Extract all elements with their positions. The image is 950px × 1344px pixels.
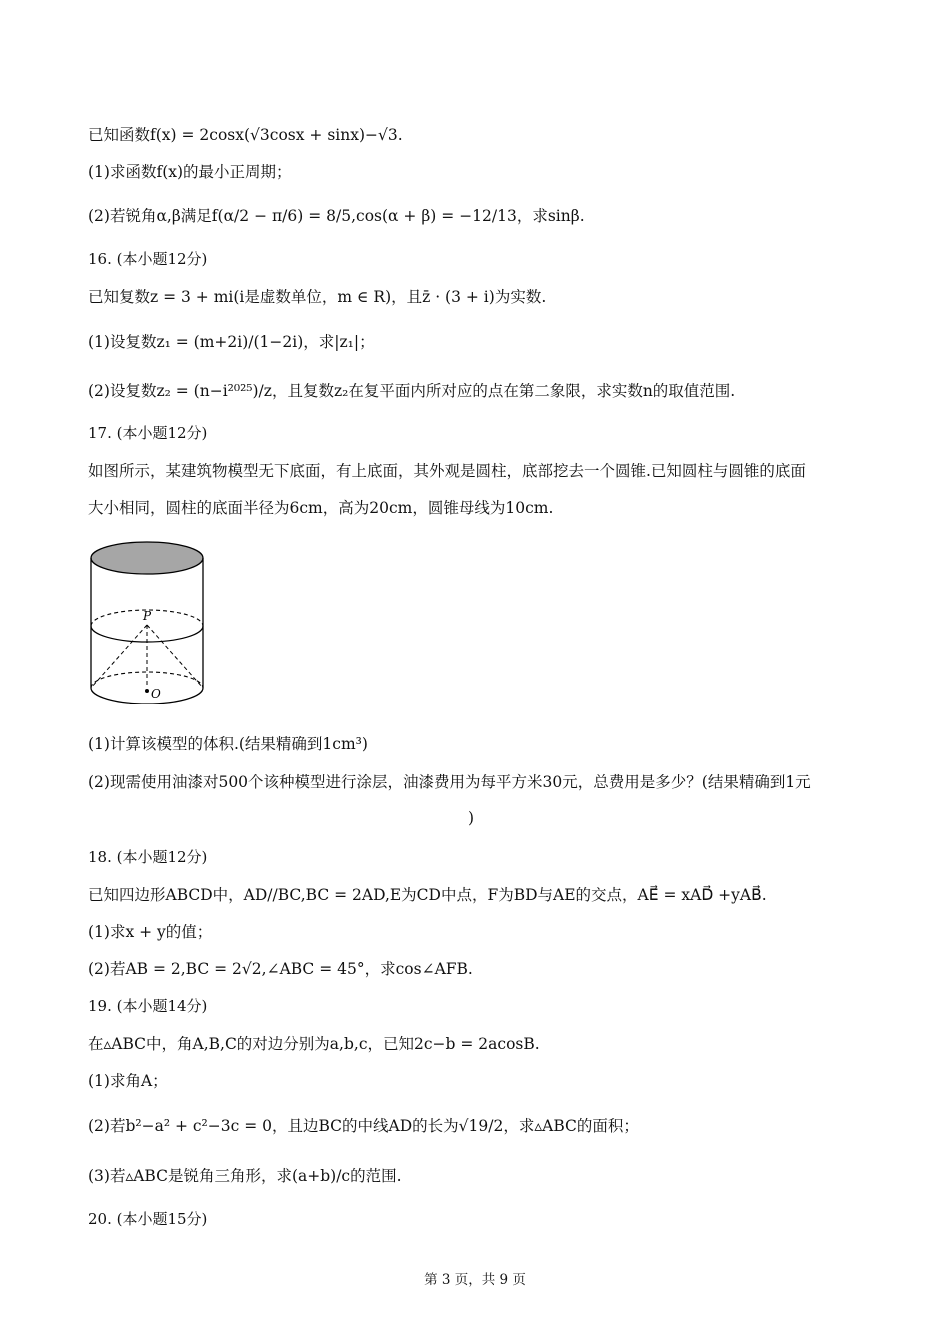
problem18-stem: 已知四边形ABCD中，AD//BC,BC = 2AD,E为CD中点，F为BD与AE的交点，AE⃗ = xAD⃗ +yAB⃗.	[88, 886, 767, 904]
label-o: O	[151, 687, 161, 701]
problem16-heading: 16. (本小题12分)	[88, 250, 208, 268]
problem16-part2: (2)设复数z₂ = (n−i²⁰²⁵)/z，且复数z₂在复平面内所对应的点在第二象限，求实数n的取值范围.	[88, 382, 736, 400]
problem19-stem: 在▵ABC中，角A,B,C的对边分别为a,b,c，已知2c−b = 2acosB.	[88, 1035, 540, 1053]
problem19-part1: (1)求角A；	[88, 1072, 168, 1090]
problem18-heading: 18. (本小题12分)	[88, 848, 208, 866]
problem18-part1: (1)求x + y的值；	[88, 923, 213, 941]
problem15-function: 已知函数f(x) = 2cosx(√3cosx + sinx)−√3.	[88, 126, 403, 144]
problem17-part2: (2)现需使用油漆对500个该种模型进行涂层，油漆费用为每平方米30元，总费用是多少？(结果精确到1元	[88, 773, 811, 791]
problem19-part2: (2)若b²−a² + c²−3c = 0，且边BC的中线AD的长为√19/2，求▵ABC的面积；	[88, 1117, 639, 1135]
problem16-stem: 已知复数z = 3 + mi(i是虚数单位，m ∈ R)，且z̄ · (3 + i)为实数.	[88, 288, 547, 306]
problem19-heading: 19. (本小题14分)	[88, 997, 208, 1015]
problem20-heading: 20. (本小题15分)	[88, 1210, 208, 1228]
problem17-stem-line1: 如图所示，某建筑物模型无下底面，有上底面，其外观是圆柱，底部挖去一个圆锥.已知圆柱与圆锥的底面	[88, 462, 806, 480]
problem17-heading: 17. (本小题12分)	[88, 424, 208, 442]
problem19-part3: (3)若▵ABC是锐角三角形，求(a+b)/c的范围.	[88, 1167, 402, 1185]
problem15-part2: (2)若锐角α,β满足f(α/2 − π/6) = 8/5,cos(α + β) = −12/13，求sinβ.	[88, 207, 585, 225]
problem16-part1: (1)设复数z₁ = (m+2i)/(1−2i)，求|z₁|；	[88, 333, 375, 351]
page-footer: 第 3 页，共 9 页	[424, 1272, 526, 1288]
cylinder-cone-figure	[86, 538, 210, 704]
label-p: P	[143, 609, 152, 623]
cylinder-cone-diagram	[86, 538, 210, 704]
problem18-part2: (2)若AB = 2,BC = 2√2,∠ABC = 45°，求cos∠AFB.	[88, 960, 473, 978]
problem17-stem-line2: 大小相同，圆柱的底面半径为6cm，高为20cm，圆锥母线为10cm.	[88, 499, 554, 517]
problem17-part1: (1)计算该模型的体积.(结果精确到1cm³)	[88, 735, 368, 753]
problem17-close-paren: )	[468, 809, 475, 827]
problem15-part1: (1)求函数f(x)的最小正周期；	[88, 163, 292, 181]
